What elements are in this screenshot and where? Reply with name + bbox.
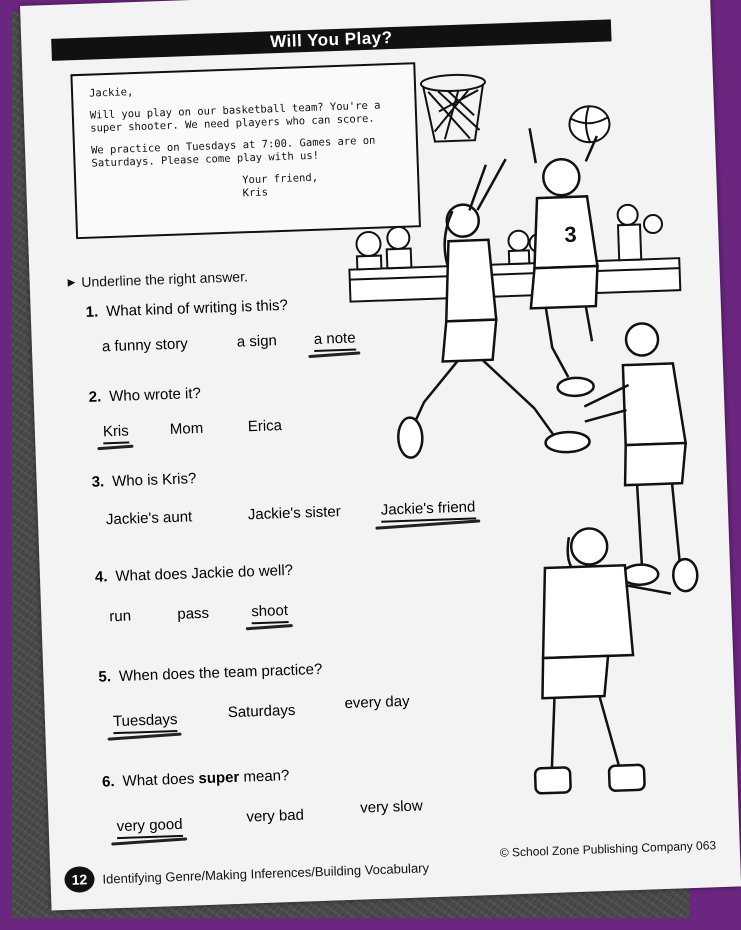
answer-option[interactable]: run: [109, 607, 132, 626]
question-text: When does the team practice?: [118, 660, 323, 685]
answer-option[interactable]: very slow: [359, 797, 423, 817]
question-number: 3.: [91, 473, 105, 491]
answer-option[interactable]: a sign: [236, 332, 278, 351]
question-text: What kind of writing is this?: [105, 296, 289, 321]
player-number-three: [525, 126, 606, 397]
question-text-post: mean?: [239, 767, 290, 786]
arrow-right-icon: ▶: [67, 276, 76, 289]
question-text-bold: super: [198, 768, 240, 788]
question-number: 6.: [101, 773, 115, 791]
answer-option-underlined[interactable]: Tuesdays: [113, 711, 178, 734]
answer-option[interactable]: a funny story: [101, 335, 189, 356]
footer-topic: Identifying Genre/Making Inferences/Building Vocabulary: [102, 859, 430, 887]
answer-option[interactable]: Saturdays: [227, 701, 296, 722]
answer-option-underlined[interactable]: shoot: [251, 602, 288, 624]
jersey-number: 3: [563, 221, 577, 248]
page-footer: [64, 854, 429, 893]
answer-option-underlined[interactable]: Kris: [103, 422, 130, 444]
question-text: Who wrote it?: [108, 384, 202, 406]
basketball-illustration: [333, 62, 740, 845]
question-text: Who is Kris?: [111, 470, 197, 491]
question-number: 4.: [94, 568, 108, 586]
basketball-hoop-icon: [421, 74, 487, 142]
worksheet-title: Will You Play?: [51, 19, 611, 61]
note-paragraph-1: Will you play on our basketball team? You're a super shooter. We need players who can score.: [89, 99, 381, 135]
answer-option[interactable]: Jackie's sister: [247, 503, 342, 524]
question-number: 1.: [85, 303, 99, 321]
question-number: 2.: [88, 388, 102, 406]
instruction-line: [67, 261, 467, 291]
background-surface: [12, 12, 717, 918]
answer-option[interactable]: every day: [344, 692, 410, 713]
answer-option[interactable]: Jackie's aunt: [105, 508, 193, 529]
answer-option-underlined[interactable]: very good: [116, 816, 183, 839]
answer-option[interactable]: pass: [177, 604, 210, 623]
question-number: 5.: [98, 668, 112, 686]
question-text-pre: What does: [122, 770, 199, 790]
question-text: What does Jackie do well?: [115, 561, 294, 586]
answer-option-underlined[interactable]: Jackie's friend: [381, 498, 476, 522]
page-number-badge: 12: [64, 866, 95, 893]
answer-option[interactable]: Erica: [247, 417, 283, 436]
basketball-icon: [569, 106, 610, 143]
player-bottom: [527, 526, 678, 794]
answer-option[interactable]: Mom: [169, 419, 204, 439]
copyright-text: © School Zone Publishing Company 063: [499, 838, 717, 860]
instruction-text: Underline the right answer.: [81, 268, 249, 291]
worksheet-page: [20, 0, 741, 910]
note-paragraph-2: We practice on Tuesdays at 7:00. Games are on Saturdays. Please come play with us!: [90, 134, 376, 170]
answer-option[interactable]: very bad: [246, 806, 305, 826]
answer-option-underlined[interactable]: a note: [314, 329, 356, 351]
note-signoff: Your friend, Kris: [242, 171, 319, 200]
note-greeting: Jackie,: [88, 86, 134, 100]
